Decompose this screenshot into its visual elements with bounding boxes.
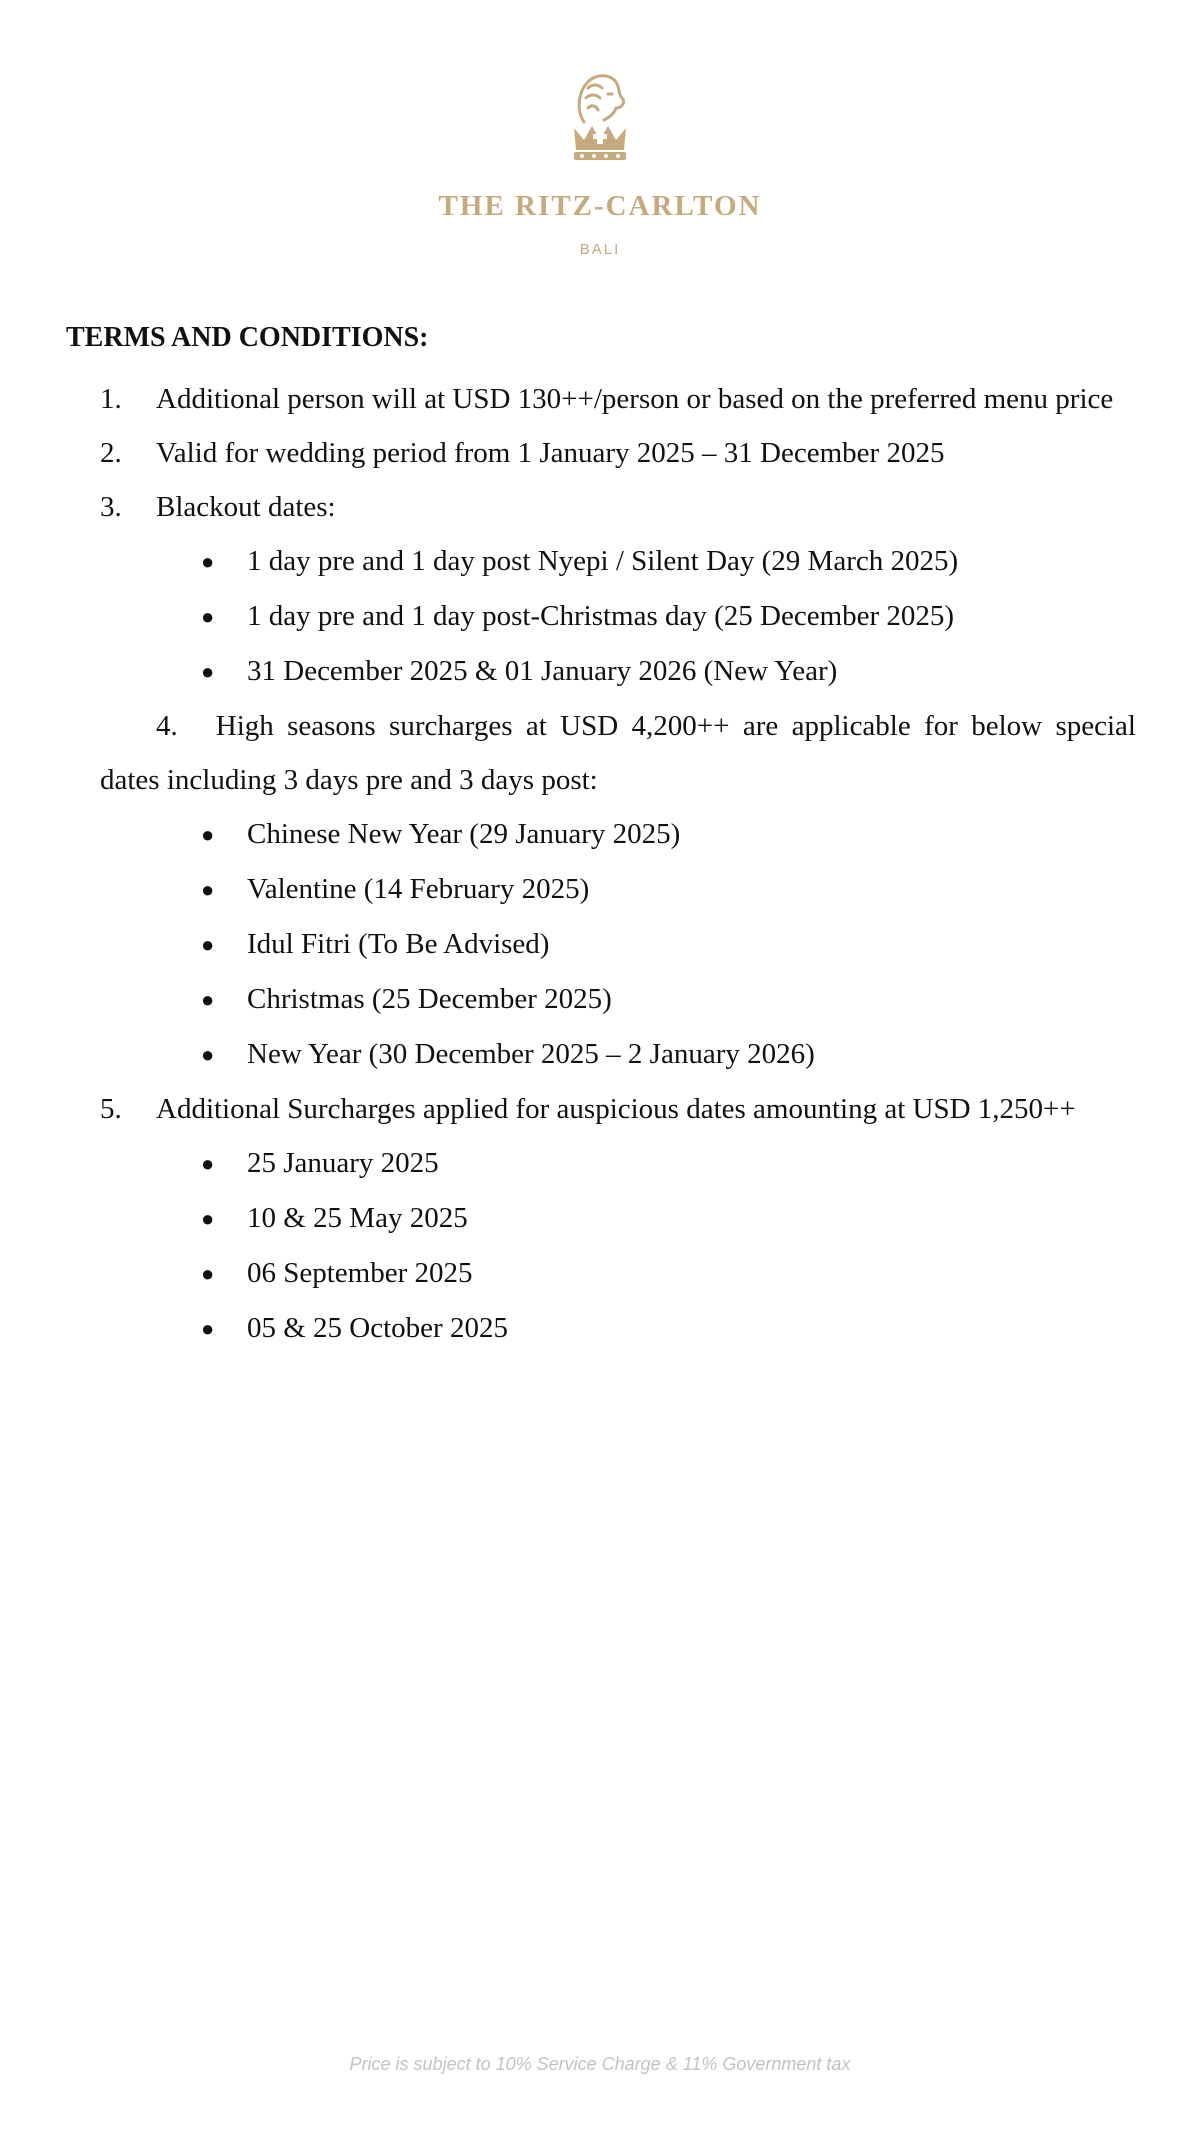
auspicious-dates-list bbox=[100, 1136, 1136, 1356]
list-item-text: 31 December 2025 & 01 January 2026 (New Year) bbox=[247, 655, 838, 687]
term-item-3 bbox=[100, 480, 1136, 699]
term-item-2 bbox=[100, 426, 1136, 480]
term-number: 5. bbox=[100, 1093, 122, 1125]
bullet-icon: ● bbox=[201, 1042, 215, 1067]
terms-content bbox=[66, 318, 1136, 1356]
list-item bbox=[201, 972, 1136, 1027]
list-item-text: 1 day pre and 1 day post Nyepi / Silent Day (29 March 2025) bbox=[247, 545, 959, 577]
list-item bbox=[201, 534, 1136, 589]
list-item bbox=[201, 1191, 1136, 1246]
list-item-text: Valentine (14 February 2025) bbox=[247, 873, 590, 905]
list-item bbox=[201, 1136, 1136, 1191]
bullet-icon: ● bbox=[201, 1206, 215, 1231]
bullet-icon: ● bbox=[201, 1316, 215, 1341]
term-text: Additional person will at USD 130++/person or based on the preferred menu price bbox=[156, 383, 1114, 415]
list-item-text: Chinese New Year (29 January 2025) bbox=[247, 818, 681, 850]
bullet-icon: ● bbox=[201, 877, 215, 902]
list-item-text: 25 January 2025 bbox=[247, 1147, 439, 1179]
term-text: Additional Surcharges applied for auspicious dates amounting at USD 1,250++ bbox=[156, 1093, 1076, 1125]
list-item bbox=[201, 1246, 1136, 1301]
term-item-5 bbox=[100, 1082, 1136, 1356]
high-season-dates-list bbox=[100, 807, 1136, 1082]
list-item bbox=[201, 807, 1136, 862]
bullet-icon: ● bbox=[201, 987, 215, 1012]
terms-list bbox=[66, 372, 1136, 1356]
list-item-text: 10 & 25 May 2025 bbox=[247, 1202, 468, 1234]
lion-crown-icon bbox=[564, 70, 636, 168]
list-item bbox=[201, 917, 1136, 972]
list-item bbox=[201, 1301, 1136, 1356]
bullet-icon: ● bbox=[201, 1151, 215, 1176]
header bbox=[0, 70, 1200, 258]
term-number: 1. bbox=[100, 383, 122, 415]
term-number: 3. bbox=[100, 491, 122, 523]
brand-location: BALI bbox=[579, 241, 621, 258]
term-text-wrapper bbox=[100, 699, 1136, 807]
list-item bbox=[201, 589, 1136, 644]
list-item-text: Idul Fitri (To Be Advised) bbox=[247, 928, 550, 960]
list-item bbox=[201, 862, 1136, 917]
term-item-4 bbox=[100, 699, 1136, 1082]
term-number: 2. bbox=[100, 437, 122, 469]
list-item-text: 1 day pre and 1 day post-Christmas day (25 December 2025) bbox=[247, 600, 955, 632]
bullet-icon: ● bbox=[201, 932, 215, 957]
term-text: Blackout dates: bbox=[156, 491, 336, 523]
list-item-text: 06 September 2025 bbox=[247, 1257, 473, 1289]
bullet-icon: ● bbox=[201, 659, 215, 684]
term-number: 4. bbox=[156, 710, 178, 742]
term-item-1 bbox=[100, 372, 1136, 426]
term-text: High seasons surcharges at USD 4,200++ are applicable for below special dates including 3 days pre and 3 days post: bbox=[100, 710, 1136, 796]
bullet-icon: ● bbox=[201, 549, 215, 574]
list-item-text: New Year (30 December 2025 – 2 January 2026) bbox=[247, 1038, 815, 1070]
bullet-icon: ● bbox=[201, 604, 215, 629]
bullet-icon: ● bbox=[201, 1261, 215, 1286]
list-item-text: 05 & 25 October 2025 bbox=[247, 1312, 508, 1344]
list-item-text: Christmas (25 December 2025) bbox=[247, 983, 612, 1015]
bullet-icon: ● bbox=[201, 822, 215, 847]
terms-heading: TERMS AND CONDITIONS: bbox=[66, 322, 429, 353]
term-text: Valid for wedding period from 1 January 2025 – 31 December 2025 bbox=[156, 437, 945, 469]
list-item bbox=[201, 1027, 1136, 1082]
blackout-dates-list bbox=[100, 534, 1136, 699]
price-footnote: Price is subject to 10% Service Charge & 11% Government tax bbox=[349, 2054, 851, 2074]
list-item bbox=[201, 644, 1136, 699]
brand-name: THE RITZ-CARLTON bbox=[438, 190, 762, 222]
